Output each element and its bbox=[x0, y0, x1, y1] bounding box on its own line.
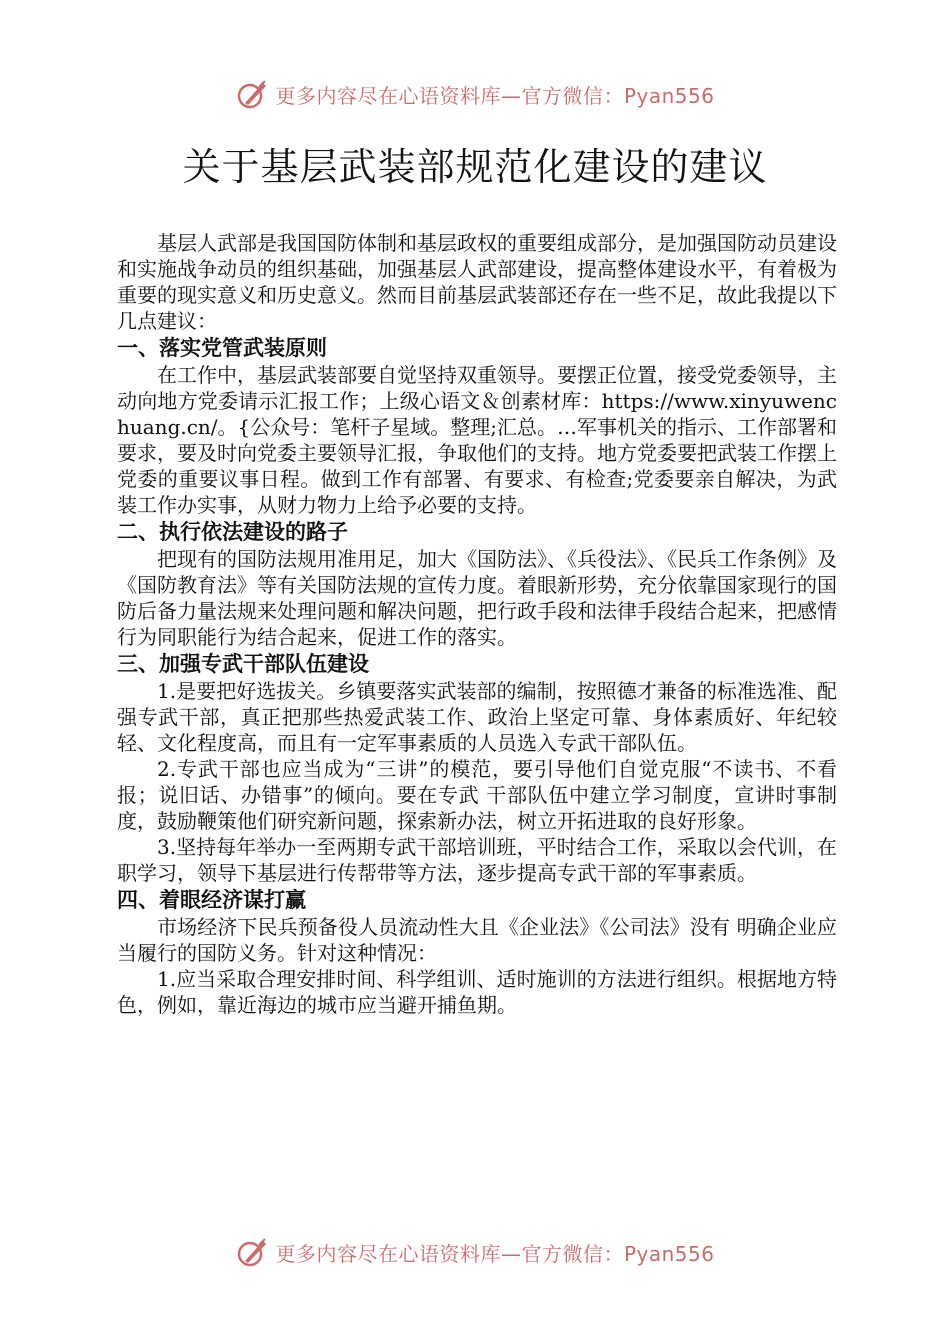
quill-logo-icon bbox=[235, 77, 269, 111]
watermark-text: 更多内容尽在心语资料库—官方微信：Pyan556 bbox=[275, 83, 715, 108]
watermark-text: 更多内容尽在心语资料库—官方微信：Pyan556 bbox=[275, 1241, 715, 1266]
page-title: 关于基层武装部规范化建设的建议 bbox=[182, 145, 768, 189]
section-3-paragraph-2: 2.专武干部也应当成为“三讲”的模范，要引导他们自觉克服“不读书、不看报；说旧话、办错事”的倾向。要在专武 干部队伍中建立学习制度，宣讲时事制度，鼓励鞭策他们研究新问题，探索新办法，树立开拓进取的良好形象。 bbox=[117, 757, 837, 833]
document-body bbox=[117, 230, 837, 1018]
section-3-paragraph-3: 3.坚持每年举办一至两期专武干部培训班，平时结合工作，采取以会代训，在职学习，领导下基层进行传帮带等方法，逐步提高专武干部的军事素质。 bbox=[117, 835, 837, 885]
intro-paragraph: 基层人武部是我国国防体制和基层政权的重要组成部分，是加强国防动员建设和实施战争动员的组织基础，加强基层人武部建设，提高整体建设水平，有着极为重要的现实意义和历史意义。然而目前基层武装部还存在一些不足，故此我提以下几点建议： bbox=[117, 231, 837, 333]
section-heading-1: 一、落实党管武装原则 bbox=[117, 336, 327, 360]
section-heading-4: 四、着眼经济谋打赢 bbox=[117, 888, 306, 912]
section-4-paragraph-1: 市场经济下民兵预备役人员流动性大且《企业法》《公司法》没有 明确企业应当履行的国防义务。针对这种情况： bbox=[117, 915, 837, 965]
watermark-header bbox=[0, 74, 950, 114]
section-1-paragraph-1: 在工作中，基层武装部要自觉坚持双重领导。要摆正位置，接受党委领导，主动向地方党委请示汇报工作；上级心语文＆创素材库：https://www.xinyuwenchuang.cn/。{公众号：笔杆子星域。整理;汇总。…军事机关的指示、工作部署和要求，要及时向党委主要领导汇报，争取他们的支持。地方党委要把武装工作摆上党委的重要议事日程。做到工作有部署、有要求、有检查;党委要亲自解决，为武装工作办实事，从财力物力上给予必要的支持。 bbox=[117, 363, 838, 517]
section-3-paragraph-1: 1.是要把好选拔关。乡镇要落实武装部的编制，按照德才兼备的标准选准、配强专武干部，真正把那些热爱武装工作、政治上坚定可靠、身体素质好、年纪较轻、文化程度高，而且有一定军事素质的人员选入专武干部队伍。 bbox=[117, 679, 837, 755]
section-heading-2: 二、执行依法建设的路子 bbox=[117, 520, 348, 544]
quill-logo-icon bbox=[235, 1235, 269, 1269]
section-4-paragraph-2: 1.应当采取合理安排时间、科学组训、适时施训的方法进行组织。根据地方特色，例如，靠近海边的城市应当避开捕鱼期。 bbox=[117, 967, 837, 1017]
watermark-footer bbox=[0, 1232, 950, 1272]
section-2-paragraph-1: 把现有的国防法规用准用足，加大《国防法》、《兵役法》、《民兵工作条例》及《国防教育法》等有关国防法规的宣传力度。着眼新形势，充分依靠国家现行的国防后备力量法规来处理问题和解决问题，把行政手段和法律手段结合起来，把感情行为同职能行为结合起来，促进工作的落实。 bbox=[117, 547, 837, 649]
section-heading-3: 三、加强专武干部队伍建设 bbox=[117, 652, 369, 676]
